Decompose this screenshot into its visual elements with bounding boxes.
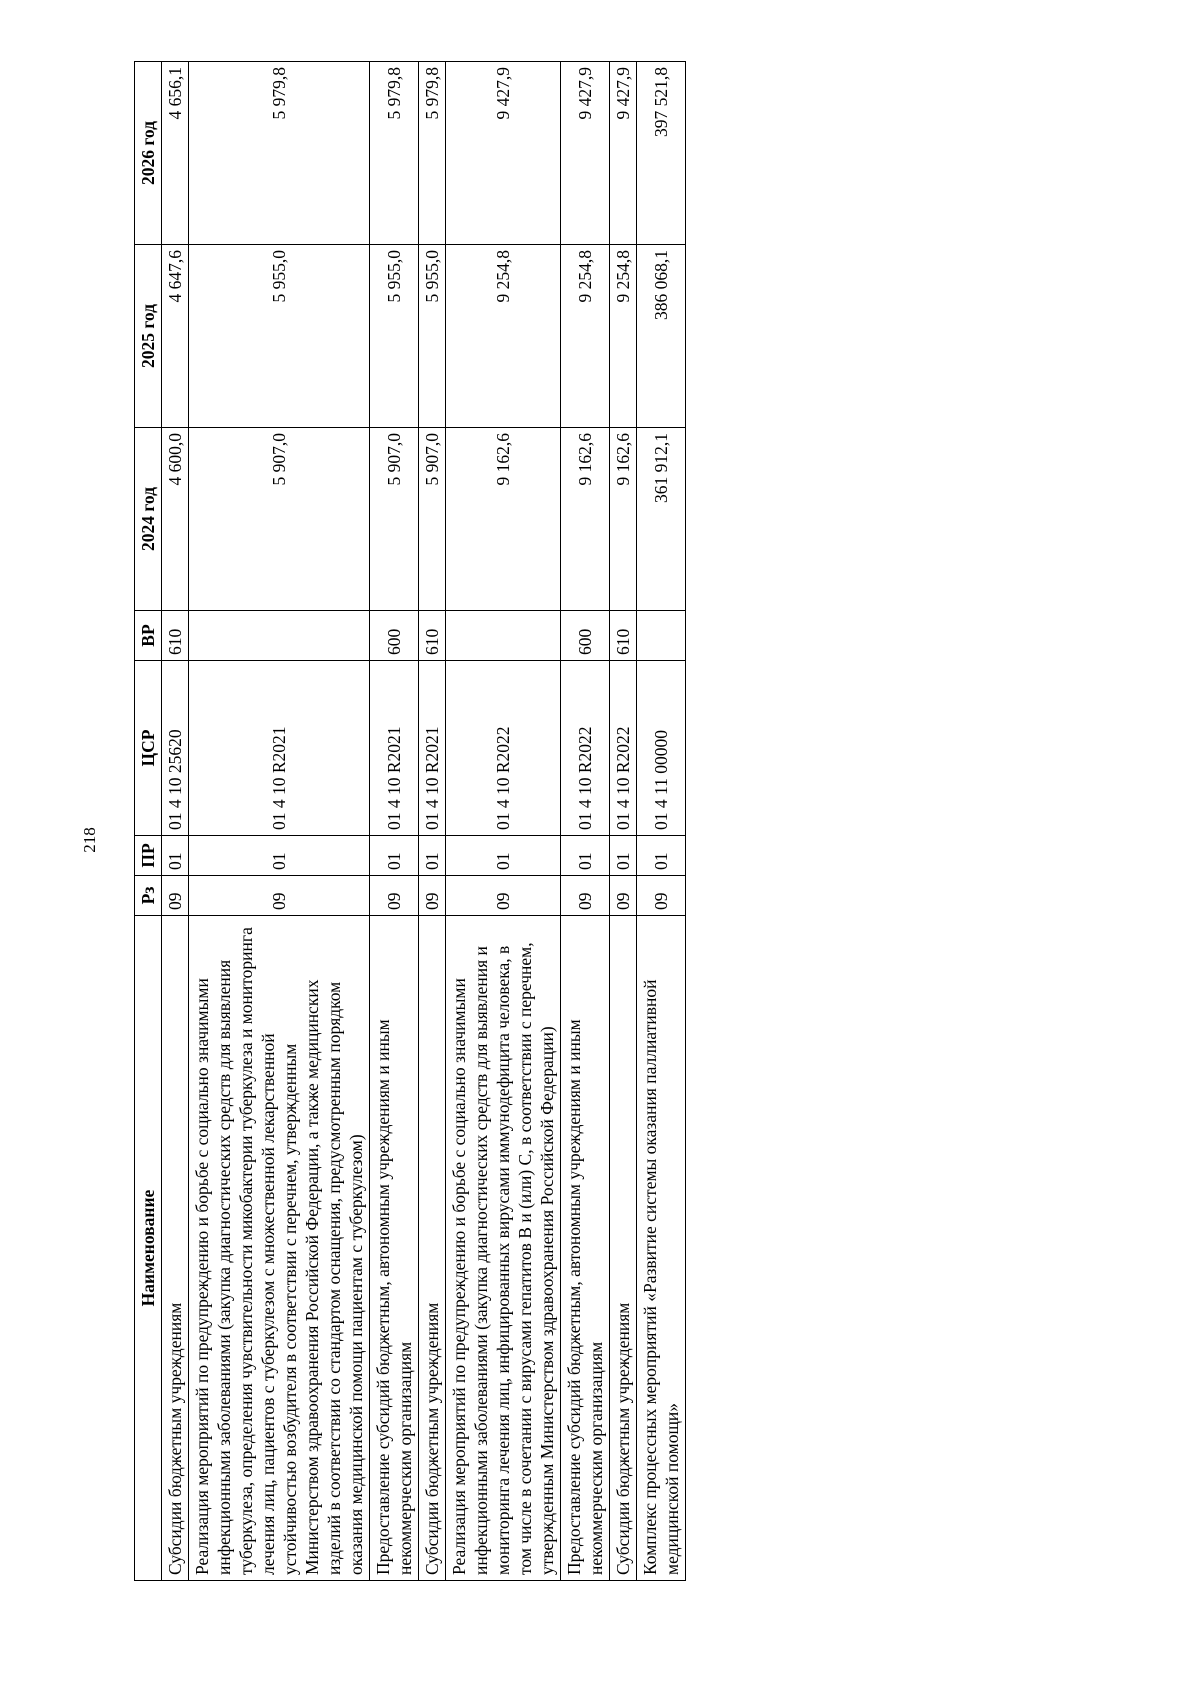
cell-pr: 01 bbox=[561, 836, 610, 876]
cell-2026: 4 656,1 bbox=[162, 62, 189, 245]
table-row bbox=[419, 62, 446, 1581]
cell-rz: 09 bbox=[189, 876, 370, 916]
cell-name: Субсидии бюджетным учреждениям bbox=[419, 916, 446, 1581]
header-csr: ЦСР bbox=[135, 661, 162, 836]
cell-name: Комплекс процессных мероприятий «Развитие системы оказания паллиативной медицинской помощи» bbox=[637, 916, 686, 1581]
cell-2026: 5 979,8 bbox=[370, 62, 419, 245]
cell-vr: 600 bbox=[561, 611, 610, 661]
cell-vr bbox=[446, 611, 561, 661]
cell-rz: 09 bbox=[610, 876, 637, 916]
cell-2025: 9 254,8 bbox=[610, 245, 637, 428]
cell-vr: 600 bbox=[370, 611, 419, 661]
cell-2024: 9 162,6 bbox=[610, 428, 637, 611]
cell-rz: 09 bbox=[419, 876, 446, 916]
cell-pr: 01 bbox=[189, 836, 370, 876]
cell-2024: 361 912,1 bbox=[637, 428, 686, 611]
cell-name: Предоставление субсидий бюджетным, автономным учреждениям и иным некоммерческим организациям bbox=[370, 916, 419, 1581]
cell-rz: 09 bbox=[162, 876, 189, 916]
table-header-row bbox=[135, 62, 162, 1581]
header-2024: 2024 год bbox=[135, 428, 162, 611]
cell-csr: 01 4 10 25620 bbox=[162, 661, 189, 836]
cell-2026: 9 427,9 bbox=[446, 62, 561, 245]
cell-2024: 9 162,6 bbox=[561, 428, 610, 611]
table-row bbox=[189, 62, 370, 1581]
page-number: 218 bbox=[80, 827, 99, 853]
header-rz: Рз bbox=[135, 876, 162, 916]
cell-vr: 610 bbox=[419, 611, 446, 661]
table-row bbox=[561, 62, 610, 1581]
cell-2024: 5 907,0 bbox=[419, 428, 446, 611]
cell-2026: 9 427,9 bbox=[561, 62, 610, 245]
table-row bbox=[446, 62, 561, 1581]
cell-pr: 01 bbox=[162, 836, 189, 876]
cell-2025: 5 955,0 bbox=[370, 245, 419, 428]
header-2026: 2026 год bbox=[135, 62, 162, 245]
cell-rz: 09 bbox=[637, 876, 686, 916]
cell-vr: 610 bbox=[162, 611, 189, 661]
cell-2025: 5 955,0 bbox=[419, 245, 446, 428]
cell-2025: 9 254,8 bbox=[561, 245, 610, 428]
cell-csr: 01 4 10 R2022 bbox=[446, 661, 561, 836]
cell-2025: 4 647,6 bbox=[162, 245, 189, 428]
table-row bbox=[370, 62, 419, 1581]
table-row bbox=[637, 62, 686, 1581]
cell-2026: 5 979,8 bbox=[419, 62, 446, 245]
cell-csr: 01 4 10 R2022 bbox=[610, 661, 637, 836]
cell-name: Реализация мероприятий по предупреждению и борьбе с социально значимыми инфекционными заболеваниями (закупка диагностических средств для выявления туберкулеза, определения чувствительности микобактерии туберкулеза и мониторинга лечения лиц, пациентов с туберкулезом с множественной лекарственной устойчивостью возбудителя в соответствии с перечнем, утвержденным Министерством здравоохранения Российской Федерации, а также медицинских изделий в соответствии со стандартом оснащения, предусмотренным порядком оказания медицинской помощи пациентам с туберкулезом) bbox=[189, 916, 370, 1581]
cell-name: Предоставление субсидий бюджетным, автономным учреждениям и иным некоммерческим организациям bbox=[561, 916, 610, 1581]
cell-pr: 01 bbox=[370, 836, 419, 876]
header-vr: ВР bbox=[135, 611, 162, 661]
cell-name: Реализация мероприятий по предупреждению и борьбе с социально значимыми инфекционными заболеваниями (закупка диагностических средств для выявления и мониторинга лечения лиц, инфицированных вирусами иммунодефицита человека, в том числе в сочетании с вирусами гепатитов B и (или) C, в соответствии с перечнем, утвержденным Министерством здравоохранения Российской Федерации) bbox=[446, 916, 561, 1581]
cell-name: Субсидии бюджетным учреждениям bbox=[610, 916, 637, 1581]
cell-2025: 386 068,1 bbox=[637, 245, 686, 428]
cell-pr: 01 bbox=[610, 836, 637, 876]
table-row bbox=[162, 62, 189, 1581]
cell-vr bbox=[189, 611, 370, 661]
cell-2024: 5 907,0 bbox=[370, 428, 419, 611]
cell-2024: 9 162,6 bbox=[446, 428, 561, 611]
cell-rz: 09 bbox=[561, 876, 610, 916]
cell-2026: 397 521,8 bbox=[637, 62, 686, 245]
budget-table bbox=[134, 61, 686, 1581]
cell-name: Субсидии бюджетным учреждениям bbox=[162, 916, 189, 1581]
cell-vr bbox=[637, 611, 686, 661]
cell-2026: 5 979,8 bbox=[189, 62, 370, 245]
table-row bbox=[610, 62, 637, 1581]
header-2025: 2025 год bbox=[135, 245, 162, 428]
cell-csr: 01 4 10 R2021 bbox=[189, 661, 370, 836]
cell-2025: 9 254,8 bbox=[446, 245, 561, 428]
cell-rz: 09 bbox=[446, 876, 561, 916]
cell-csr: 01 4 10 R2022 bbox=[561, 661, 610, 836]
cell-2026: 9 427,9 bbox=[610, 62, 637, 245]
cell-2024: 4 600,0 bbox=[162, 428, 189, 611]
header-name: Наименование bbox=[135, 916, 162, 1581]
cell-csr: 01 4 10 R2021 bbox=[419, 661, 446, 836]
cell-csr: 01 4 11 00000 bbox=[637, 661, 686, 836]
header-pr: ПР bbox=[135, 836, 162, 876]
cell-vr: 610 bbox=[610, 611, 637, 661]
cell-pr: 01 bbox=[637, 836, 686, 876]
rotated-table-container bbox=[134, 61, 954, 1581]
cell-pr: 01 bbox=[446, 836, 561, 876]
cell-csr: 01 4 10 R2021 bbox=[370, 661, 419, 836]
cell-rz: 09 bbox=[370, 876, 419, 916]
cell-2025: 5 955,0 bbox=[189, 245, 370, 428]
cell-pr: 01 bbox=[419, 836, 446, 876]
cell-2024: 5 907,0 bbox=[189, 428, 370, 611]
